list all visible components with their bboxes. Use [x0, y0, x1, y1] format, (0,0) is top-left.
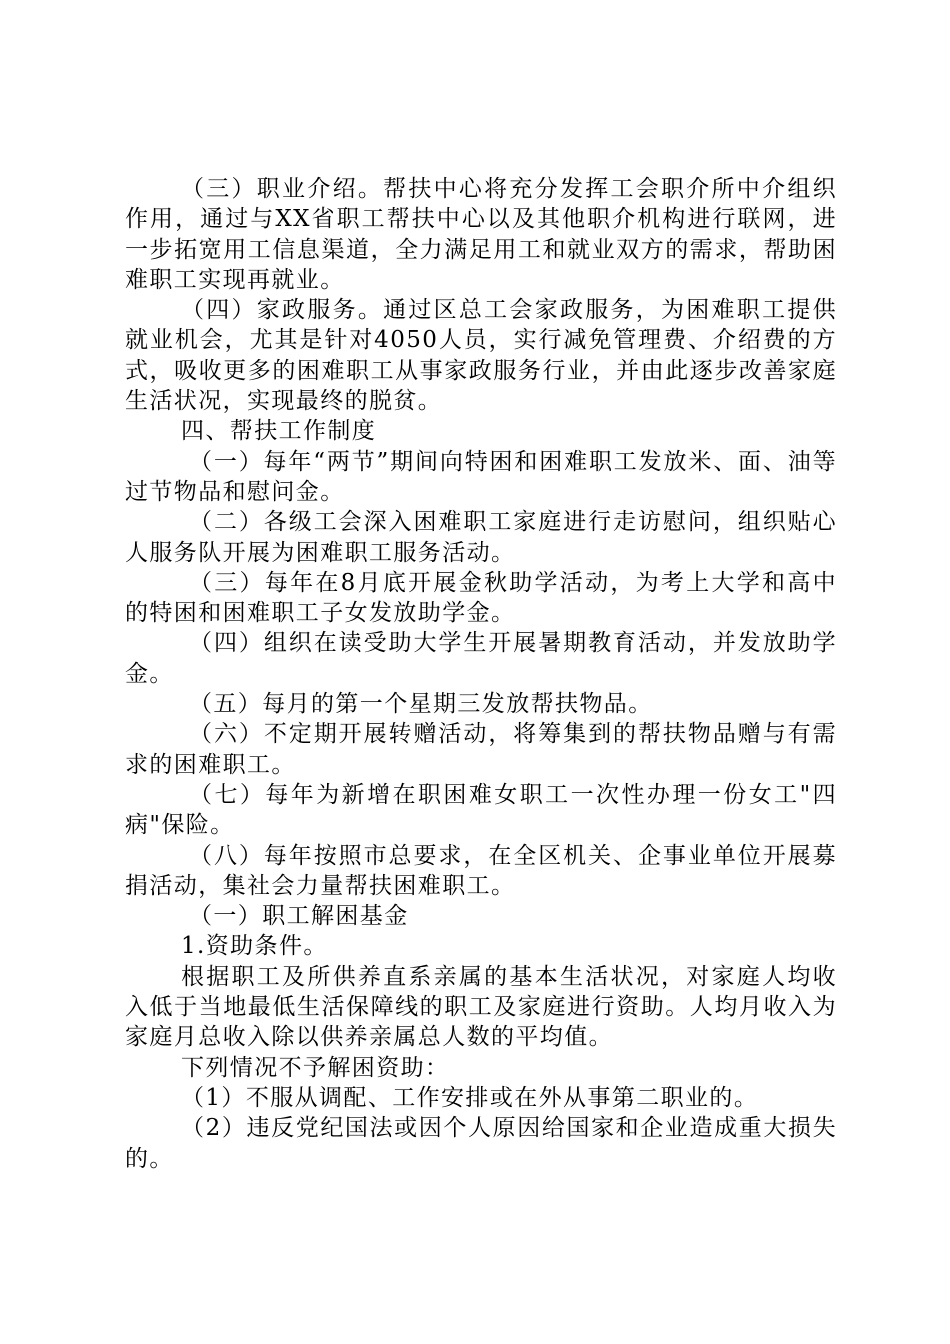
subheading-eligibility: 1.资助条件。: [181, 933, 328, 960]
list-item-insurance: （七）每年为新增在职困难女职工一次性办理一份女工"四病"保险。: [125, 781, 837, 839]
list-item-autumn-scholarship: （三）每年在8月底开展金秋助学活动，为考上大学和高中的特困和困难职工子女发放助学金。: [125, 569, 837, 627]
paragraph-eligibility-conditions: 根据职工及所供养直系亲属的基本生活状况，对家庭人均收入低于当地最低生活保障线的职工及家庭进行资助。人均月收入为家庭月总收入除以供养亲属总人数的平均值。: [125, 963, 837, 1051]
section-heading-assistance-system: 四、帮扶工作制度: [181, 418, 377, 445]
paragraph-housekeeping-service: （四）家政服务。通过区总工会家政服务，为困难职工提供就业机会，尤其是针对4050人员，实行减免管理费、介绍费的方式，吸收更多的困难职工从事家政服务行业，并由此逐步改善家庭生活状况，实现最终的脱贫。: [125, 297, 837, 415]
list-item-holiday-gifts: （一）每年“两节”期间向特困和困难职工发放米、面、油等过节物品和慰问金。: [125, 448, 837, 505]
paragraph-job-referral: （三）职业介绍。帮扶中心将充分发挥工会职介所中介组织作用，通过与XX省职工帮扶中心以及其他职介机构进行联网，进一步拓宽用工信息渠道，全力满足用工和就业双方的需求，帮助困难职工实现再就业。: [125, 176, 837, 293]
paragraph-exclusions-intro: 下列情况不予解困资助：: [181, 1054, 450, 1081]
list-item-home-visits: （二）各级工会深入困难职工家庭进行走访慰问，组织贴心人服务队开展为困难职工服务活动。: [125, 509, 837, 566]
list-item-monthly-distribution: （五）每月的第一个星期三发放帮扶物品。: [189, 691, 653, 718]
list-item-fundraising: （八）每年按照市总要求，在全区机关、企事业单位开展募捐活动，集社会力量帮扶困难职工。: [125, 842, 837, 899]
document-body: [125, 174, 837, 1174]
list-item-exclusion-1: （1）不服从调配、工作安排或在外从事第二职业的。: [181, 1084, 759, 1111]
list-item-exclusion-2: （2）违反党纪国法或因个人原因给国家和企业造成重大损失的。: [125, 1115, 837, 1172]
subheading-relief-fund: （一）职工解困基金: [189, 903, 409, 930]
list-item-donation-transfer: （六）不定期开展转赠活动，将筹集到的帮扶物品赠与有需求的困难职工。: [125, 721, 837, 778]
list-item-summer-education: （四）组织在读受助大学生开展暑期教育活动，并发放助学金。: [125, 630, 837, 687]
